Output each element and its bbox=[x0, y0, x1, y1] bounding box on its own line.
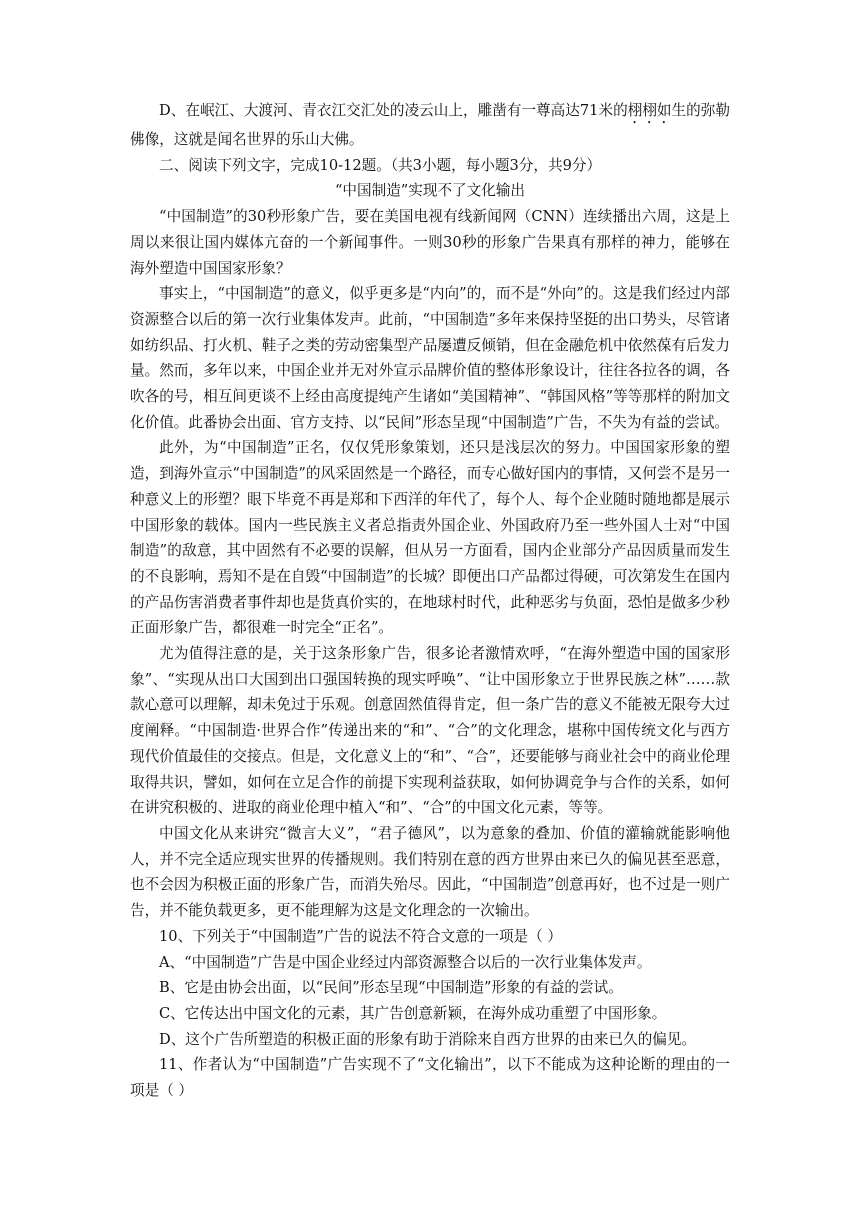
article-title: “中国制造”实现不了文化输出 bbox=[334, 182, 526, 200]
document-page bbox=[130, 98, 730, 1104]
question-11-stem: 11、作者认为“中国制造”广告实现不了“文化输出”，以下不能成为这种论断的理由的一项是（ ） bbox=[130, 1056, 730, 1100]
article-paragraph-2: 事实上，“中国制造”的意义，似乎更多是“内向”的，而不是“外向”的。这是我们经过内部资源整合以后的第一次行业集体发声。此前，“中国制造”多年来保持坚挺的出口势头，尽管诸如纺织品、打火机、鞋子之类的劳动密集型产品屡遭反倾销，但在金融危机中依然葆有后发力量。然而，多年以来，中国企业并无对外宣示品牌价值的整体形象设计，往往各拉各的调，各吹各的号，相互间更谈不上经由高度提纯产生诸如“美国精神”、“韩国风格”等等那样的附加文化价值。此番协会出面、官方支持、以“民间”形态呈现“中国制造”广告，不失为有益的尝试。 bbox=[130, 285, 730, 431]
article-paragraph-5: 中国文化从来讲究“微言大义”，“君子德风”，以为意象的叠加、价值的灌输就能影响他人，并不完全适应现实世界的传播规则。我们特别在意的西方世界由来已久的偏见甚至恶意，也不会因为积极正面的形象广告，而消失殆尽。因此，“中国制造”创意再好，也不过是一则广告，并不能负载更多，更不能理解为这是文化理念的一次输出。 bbox=[130, 824, 730, 920]
question-10-option-a: A、“中国制造”广告是中国企业经过内部资源整合以后的一次行业集体发声。 bbox=[159, 953, 652, 971]
question-10-stem: 10、下列关于“中国制造”广告的说法不符合文意的一项是（ ） bbox=[159, 927, 562, 945]
option-d-text-before: D、在岷江、大渡河、青衣江交汇处的凌云山上，雕凿有一尊高达71米的 bbox=[159, 102, 628, 119]
dotted-emphasis-text: 栩栩如 bbox=[627, 102, 672, 119]
article-paragraph-3: 此外，为“中国制造”正名，仅仅凭形象策划，还只是浅层次的努力。中国国家形象的塑造，到海外宣示“中国制造”的风采固然是一个路径，而专心做好国内的事情，又何尝不是另一种意义上的形塑？眼下毕竟不再是郑和下西洋的年代了，每个人、每个企业随时随地都是展示中国形象的载体。国内一些民族主义者总指责外国企业、外国政府乃至一些外国人士对“中国制造”的敌意，其中固然有不必要的误解，但从另一方面看，国内企业部分产品因质量而发生的不良影响，焉知不是在自毁“中国制造”的长城？即便出口产品都过得硬，可次第发生在国内的产品伤害消费者事件却也是货真价实的，在地球村时代，此种恶劣与负面，恐怕是做多少秒正面形象广告，都很难一时完全“正名”。 bbox=[130, 439, 730, 637]
question-10-option-c: C、它传达出中国文化的元素，其广告创意新颖，在海外成功重塑了中国形象。 bbox=[159, 1004, 667, 1022]
section-heading: 二、阅读下列文字，完成10-12题。（共3小题，每小题3分，共9分） bbox=[159, 156, 602, 174]
article-paragraph-4: 尤为值得注意的是，关于这条形象广告，很多论者激情欢呼，“在海外塑造中国的国家形象”、“实现从出口大国到出口强国转换的现实呼唤”、“让中国形象立于世界民族之林”……款款心意可以理解，却未免过于乐观。创意固然值得肯定，但一条广告的意义不能被无限夸大过度阐释。“中国制造·世界合作”传递出来的“和”、“合”的文化理念，堪称中国传统文化与西方现代价值最佳的交接点。但是，文化意义上的“和”、“合”，还要能够与商业社会中的商业伦理取得共识，譬如，如何在立足合作的前提下实现利益获取，如何协调竞争与合作的关系，如何在讲究积极的、进取的商业伦理中植入“和”、“合”的中国文化元素，等等。 bbox=[130, 645, 730, 817]
option-d-prev bbox=[130, 98, 730, 153]
question-10-option-b: B、它是由协会出面，以“民间”形态呈现“中国制造”形象的有益的尝试。 bbox=[159, 979, 623, 997]
question-10-option-d: D、这个广告所塑造的积极正面的形象有助于消除来自西方世界的由来已久的偏见。 bbox=[159, 1030, 697, 1048]
article-paragraph-1: “中国制造”的30秒形象广告，要在美国电视有线新闻网（CNN）连续播出六周，这是上周以来很让国内媒体亢奋的一个新闻事件。一则30秒的形象广告果真有那样的神力，能够在海外塑造中国国家形象？ bbox=[130, 208, 730, 277]
option-d-text-after: 生的弥勒佛像，这就是闻名世界的乐山大佛。 bbox=[130, 102, 730, 148]
